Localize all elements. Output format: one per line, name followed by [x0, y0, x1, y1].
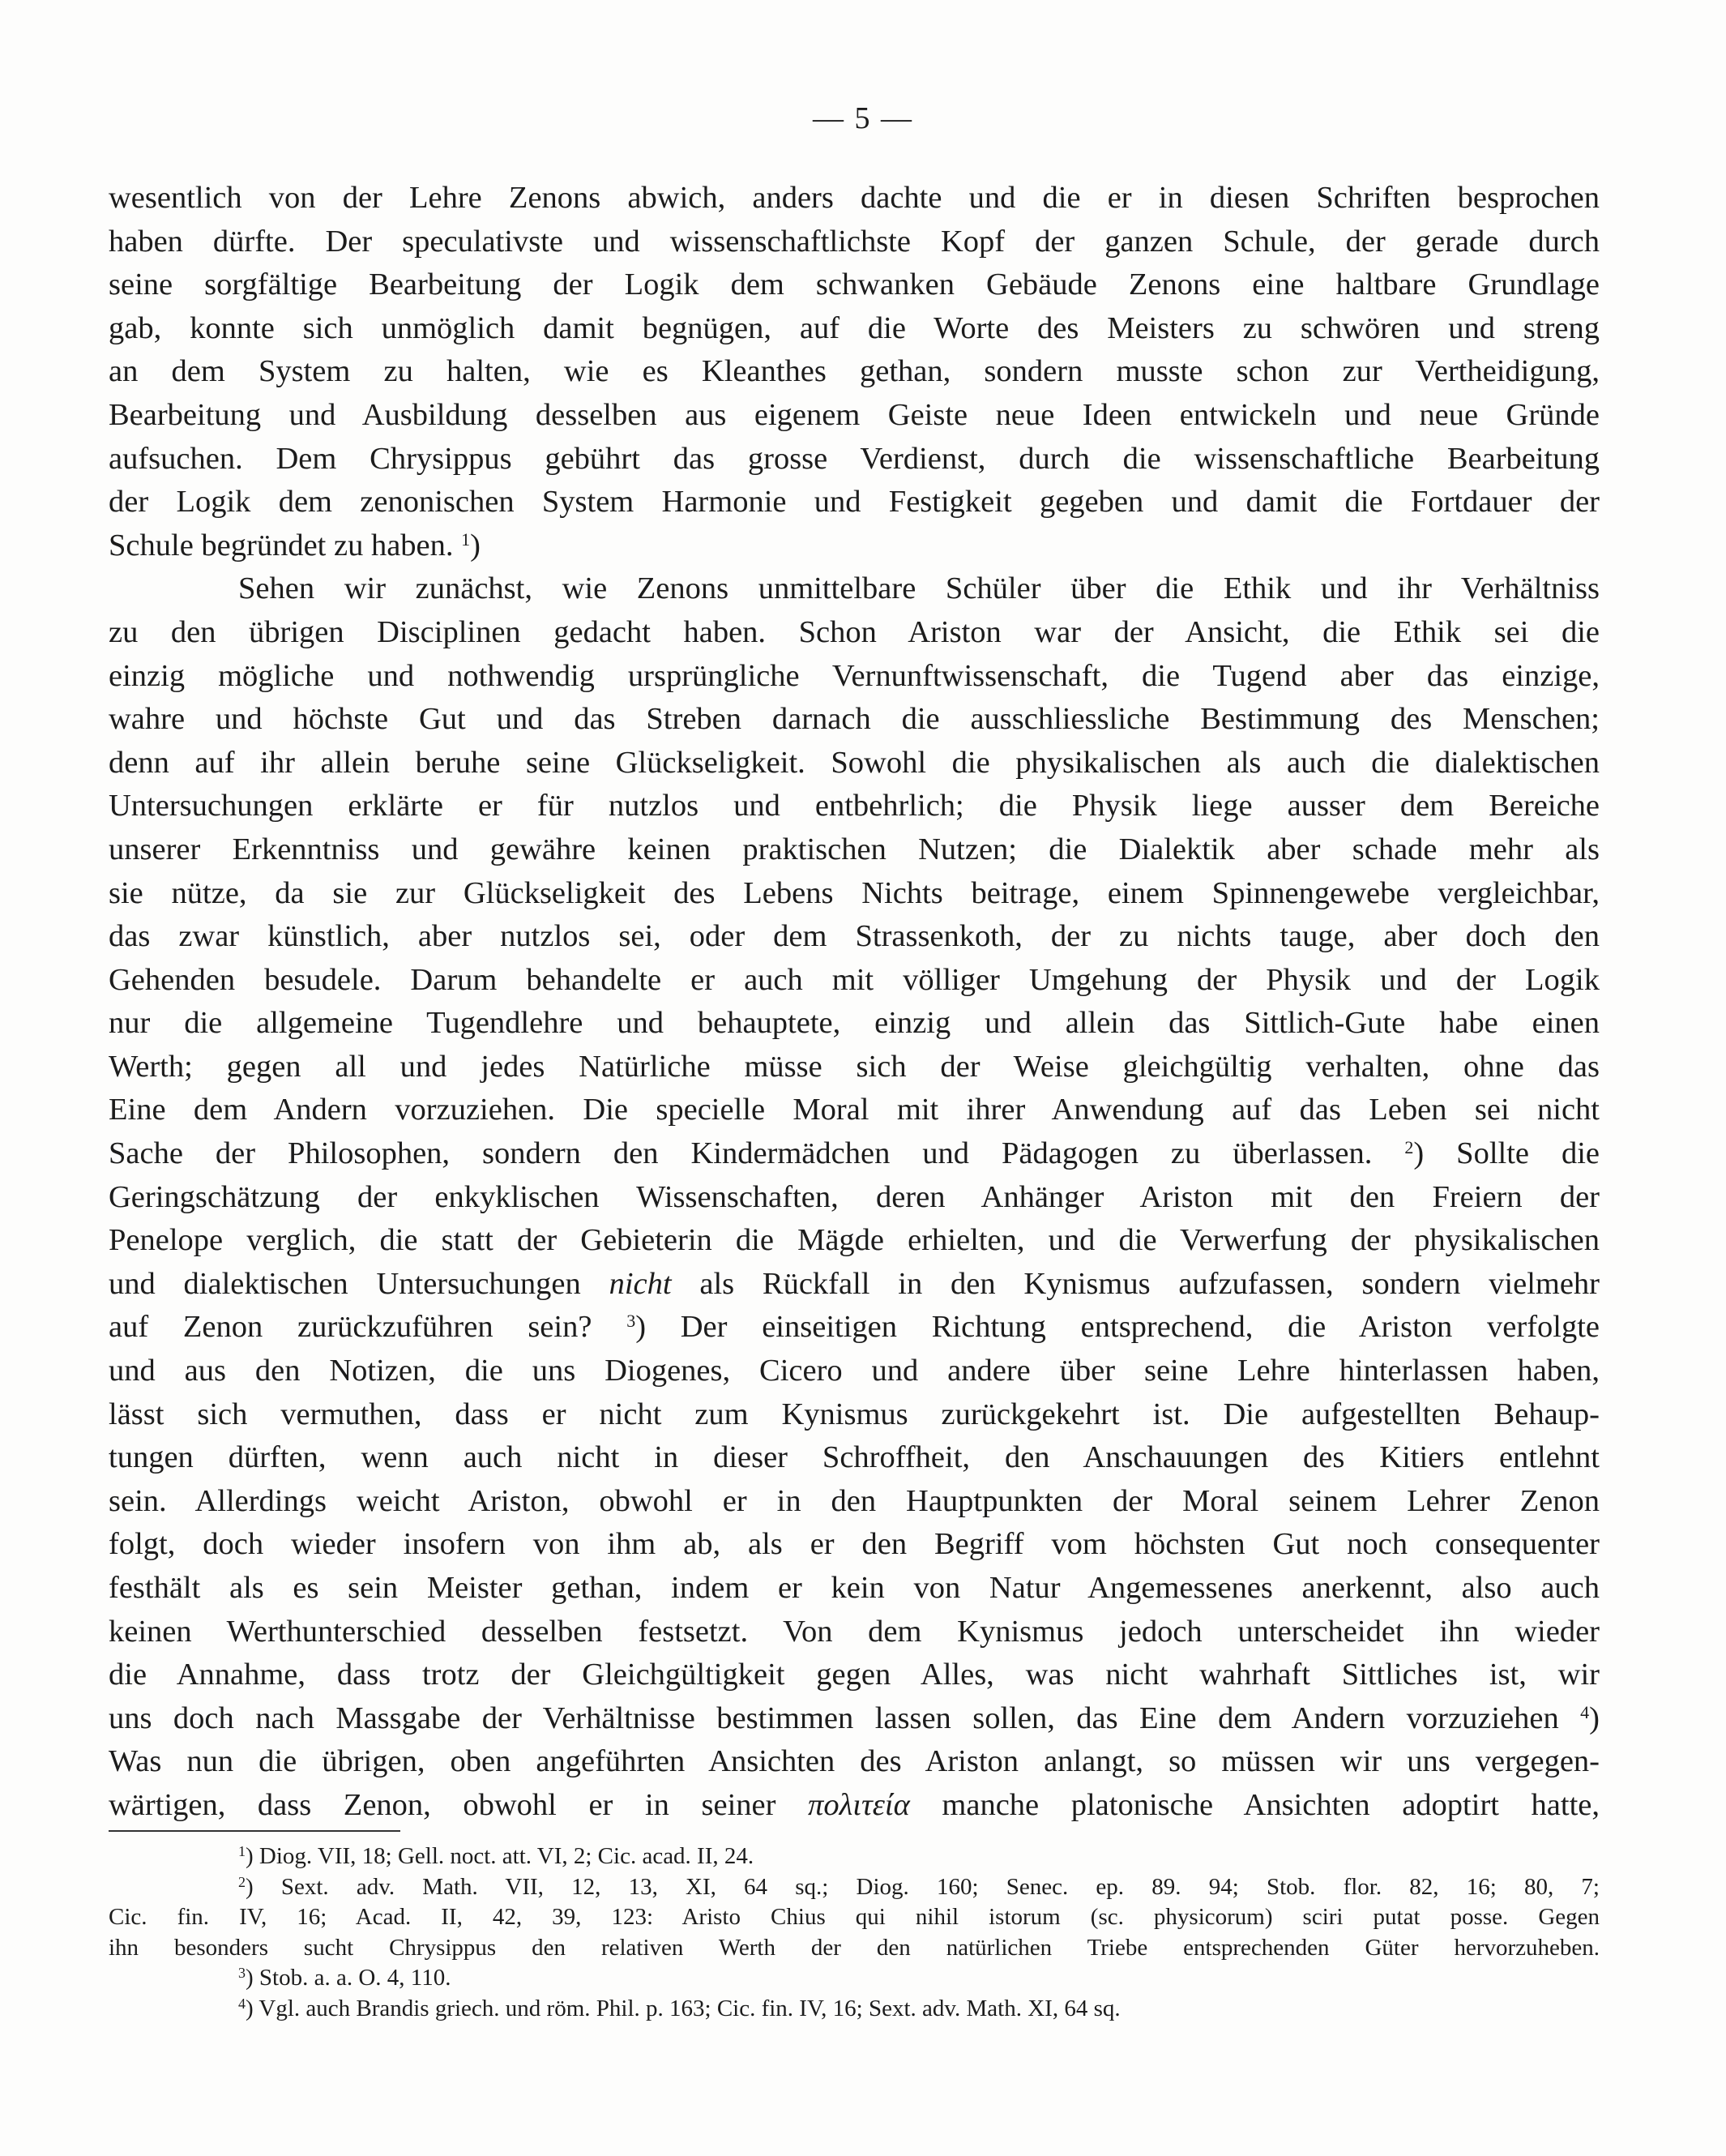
text-segment: uns doch nach Massgabe der Verhältnisse bestimmen lassen sollen, das Eine dem Andern vorzuziehen	[109, 1700, 1559, 1735]
text-line: Penelope verglich, die statt der Gebieterin die Mägde erhielten, und die Verwerfung der physikalischen	[109, 1223, 1600, 1258]
text-line: sie nütze, da sie zur Glückseligkeit des Lebens Nichts beitrage, einem Spinnengewebe vergleichbar,	[109, 875, 1600, 910]
text-segment: Schule begründet zu haben.	[109, 528, 454, 563]
footnote-2-continued: ihn besonders sucht Chrysippus den relativen Werth der den natürlichen Triebe entsprechenden Güter hervorzuheben.	[109, 1934, 1600, 1961]
text-line: das zwar künstlich, aber nutzlos sei, oder dem Strassenkoth, der zu nichts tauge, aber doch den	[109, 919, 1600, 954]
text-line: Untersuchungen erklärte er für nutzlos und entbehrlich; die Physik liege ausser dem Bereiche	[109, 789, 1600, 823]
footnote-text: ) Stob. a. a. O. 4, 110.	[246, 1965, 451, 1991]
footnote-number: 3	[238, 1965, 246, 1981]
text-line: der Logik dem zenonischen System Harmonie und Festigkeit gegeben und damit die Fortdauer der	[109, 485, 1600, 520]
text-line: gab, konnte sich unmöglich damit begnügen, auf die Worte des Meisters zu schwören und streng	[109, 310, 1600, 345]
text-line: Geringschätzung der enkyklischen Wissenschaften, deren Anhänger Ariston mit den Freiern der	[109, 1179, 1600, 1214]
text-line: unserer Erkenntniss und gewähre keinen praktischen Nutzen; die Dialektik aber schade mehr als	[109, 832, 1600, 866]
footnote-2	[109, 1872, 1600, 1903]
text-line: Werth; gegen all und jedes Natürliche müsse sich der Weise gleichgültig verhalten, ohne das	[109, 1049, 1600, 1084]
text-line: und aus den Notizen, die uns Diogenes, Cicero und andere über seine Lehre hinterlassen haben,	[109, 1354, 1600, 1388]
text-line: Bearbeitung und Ausbildung desselben aus eigenem Geiste neue Ideen entwickeln und neue Gründe	[109, 397, 1600, 432]
text-line: tungen dürften, wenn auch nicht in dieser Schroffheit, den Anschauungen des Kitiers entlehnt	[109, 1440, 1600, 1475]
footnote-text: ) Vgl. auch Brandis griech. und röm. Phil. p. 163; Cic. fin. IV, 16; Sext. adv. Math. XI, 64 sq.	[246, 1995, 1121, 2021]
text-line: festhält als es sein Meister gethan, indem er kein von Natur Angemessenes anerkennt, also auch	[109, 1571, 1600, 1605]
footnote-number: 2	[238, 1873, 246, 1890]
footnote-2-continued: Cic. fin. IV, 16; Acad. II, 42, 39, 123: Aristo Chius qui nihil istorum (sc. physicorum) sciri putat posse. Gegen	[109, 1904, 1600, 1930]
text-line: wesentlich von der Lehre Zenons abwich, anders dachte und die er in diesen Schriften besprochen	[109, 181, 1600, 215]
text-segment: ) Der einseitigen Richtung entsprechend, die Ariston verfolgte	[635, 1310, 1600, 1345]
text-segment: ) Sollte die	[1413, 1136, 1600, 1171]
footnote-3	[109, 1963, 1600, 1994]
text-line: einzig mögliche und nothwendig ursprüngliche Vernunftwissenschaft, die Tugend aber das einzige,	[109, 658, 1600, 693]
text-segment: und dialektischen Untersuchungen	[109, 1266, 581, 1301]
text-line: Eine dem Andern vorzuziehen. Die specielle Moral mit ihrer Anwendung auf das Leben sei nicht	[109, 1093, 1600, 1127]
text-line: seine sorgfältige Bearbeitung der Logik dem schwanken Gebäude Zenons eine haltbare Grundlage	[109, 267, 1600, 302]
footnote-ref-1: 1	[461, 528, 471, 550]
text-line: aufsuchen. Dem Chrysippus gebührt das grosse Verdienst, durch die wissenschaftliche Bearbeitung	[109, 441, 1600, 476]
text-line: sein. Allerdings weicht Ariston, obwohl er in den Hauptpunkten der Moral seinem Lehrer Zenon	[109, 1483, 1600, 1518]
footnote-4	[109, 1994, 1600, 2025]
text-line: zu den übrigen Disciplinen gedacht haben. Schon Ariston war der Ansicht, die Ethik sei die	[109, 614, 1600, 649]
footnotes	[109, 1842, 1600, 2024]
text-line: Gehenden besudele. Darum behandelte er auch mit völliger Umgehung der Physik und der Logik	[109, 962, 1600, 997]
text-segment: auf Zenon zurückzuführen sein?	[109, 1310, 592, 1345]
text-line: wahre und höchste Gut und das Streben darnach die ausschliessliche Bestimmung des Menschen;	[109, 702, 1600, 737]
greek-word-politeia: πολιτεία	[808, 1787, 910, 1822]
footnote-ref-4: 4	[1580, 1701, 1590, 1722]
footnote-1	[109, 1842, 1600, 1872]
text-segment: )	[1589, 1700, 1600, 1735]
text-line: Was nun die übrigen, oben angeführten Ansichten des Ariston anlangt, so müssen wir uns vergegen-	[109, 1744, 1600, 1779]
text-segment: Sache der Philosophen, sondern den Kindermädchen und Pädagogen zu überlassen.	[109, 1136, 1373, 1171]
text-segment: als Rückfall in den Kynismus aufzufassen, sondern vielmehr	[699, 1266, 1600, 1301]
text-line	[109, 1263, 1600, 1307]
text-segment: manche platonische Ansichten adoptirt hatte,	[942, 1787, 1600, 1822]
footnote-divider	[109, 1830, 400, 1832]
footnote-ref-2: 2	[1404, 1137, 1414, 1158]
text-line: lässt sich vermuthen, dass er nicht zum Kynismus zurückgekehrt ist. Die aufgestellten Behaup-	[109, 1397, 1600, 1431]
text-line	[109, 1132, 1600, 1176]
text-line: keinen Werthunterschied desselben festsetzt. Von dem Kynismus jedoch unterscheidet ihn wieder	[109, 1614, 1600, 1649]
text-line	[109, 1306, 1600, 1350]
text-line: haben dürfte. Der speculativste und wissenschaftlichste Kopf der ganzen Schule, der gerade durch	[109, 224, 1600, 259]
text-line: denn auf ihr allein beruhe seine Glückseligkeit. Sowohl die physikalischen als auch die dialektischen	[109, 745, 1600, 780]
footnote-ref-3: 3	[626, 1311, 636, 1332]
text-line: die Annahme, dass trotz der Gleichgültigkeit gegen Alles, was nicht wahrhaft Sittliches ist, wir	[109, 1658, 1600, 1692]
text-line	[109, 524, 1600, 568]
text-line: folgt, doch wieder insofern von ihm ab, als er den Begriff vom höchsten Gut noch consequenter	[109, 1527, 1600, 1562]
emphasis-nicht: nicht	[609, 1266, 672, 1301]
text-line: an dem System zu halten, wie es Kleanthes gethan, sondern musste schon zur Vertheidigung,	[109, 354, 1600, 389]
footnote-text: ) Sext. adv. Math. VII, 12, 13, XI, 64 sq.; Diog. 160; Senec. ep. 89. 94; Stob. flor. 82, 16; 80, 7;	[246, 1873, 1600, 1900]
text-line	[109, 1697, 1600, 1741]
page-number: — 5 —	[813, 101, 913, 135]
footnote-number: 4	[238, 1995, 246, 2012]
text-segment: )	[470, 528, 481, 563]
text-segment: wärtigen, dass Zenon, obwohl er in seiner	[109, 1787, 776, 1822]
text-line: nur die allgemeine Tugendlehre und behauptete, einzig und allein das Sittlich-Gute habe einen	[109, 1006, 1600, 1041]
text-line	[109, 1784, 1600, 1828]
main-text	[109, 177, 1600, 1828]
paragraph-start-line: Sehen wir zunächst, wie Zenons unmittelbare Schüler über die Ethik und ihr Verhältniss	[238, 571, 1600, 606]
footnote-number: 1	[238, 1843, 246, 1859]
footnote-text: ) Diog. VII, 18; Gell. noct. att. VI, 2; Cic. acad. II, 24.	[246, 1843, 754, 1869]
